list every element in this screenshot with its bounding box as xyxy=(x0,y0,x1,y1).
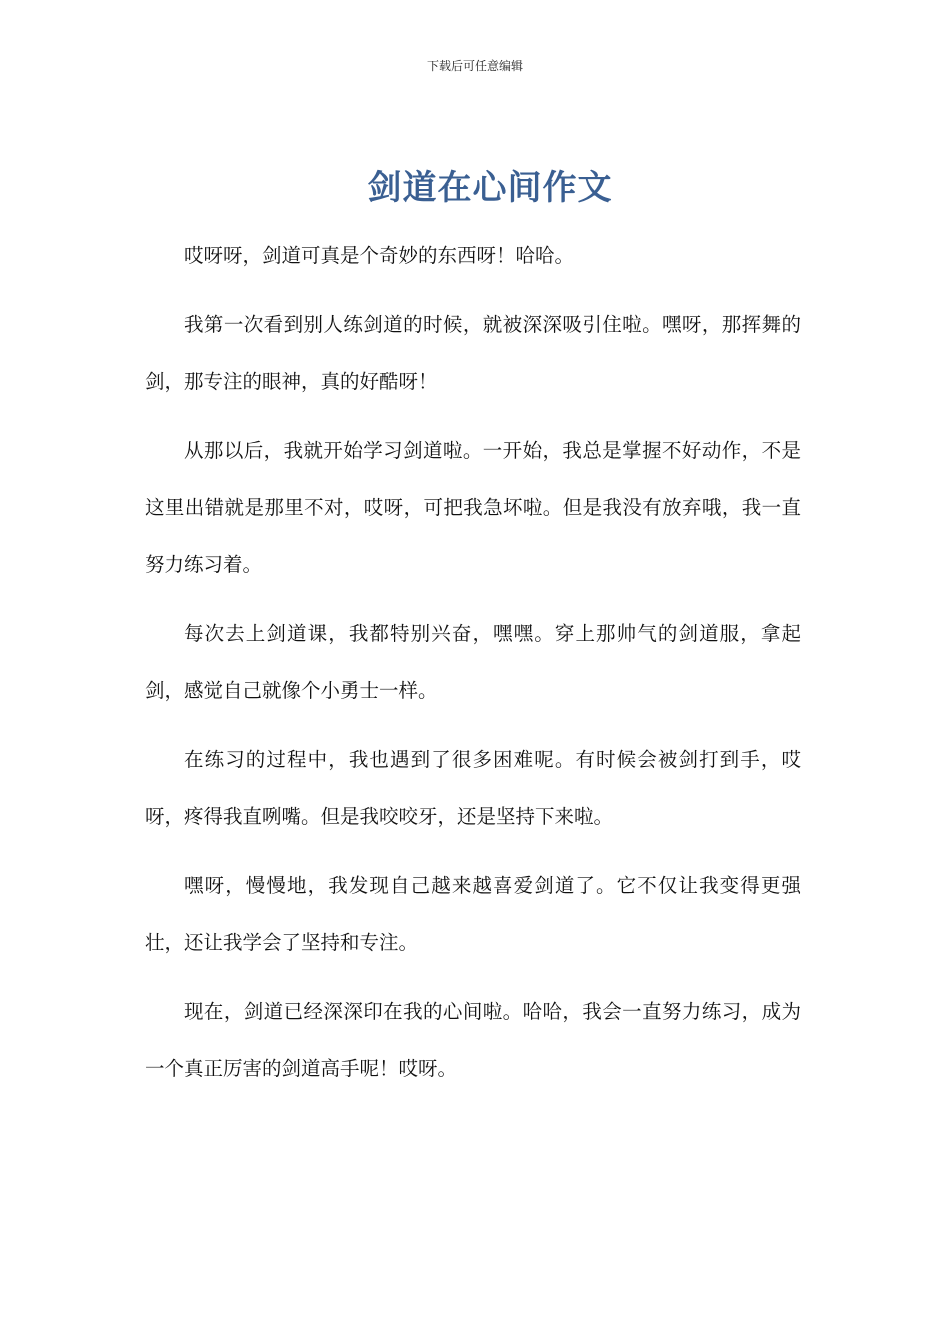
paragraph: 每次去上剑道课，我都特别兴奋，嘿嘿。穿上那帅气的剑道服，拿起剑，感觉自己就像个小勇士一样。 xyxy=(145,622,801,702)
document-body xyxy=(145,227,801,1109)
document-title: 剑道在心间作文 xyxy=(367,168,613,208)
paragraph: 哎呀呀，剑道可真是个奇妙的东西呀！哈哈。 xyxy=(184,244,575,267)
paragraph: 嘿呀，慢慢地，我发现自己越来越喜爱剑道了。它不仅让我变得更强壮，还让我学会了坚持和专注。 xyxy=(145,874,801,954)
header-note: 下载后可任意编辑 xyxy=(426,59,523,73)
paragraph: 我第一次看到别人练剑道的时候，就被深深吸引住啦。嘿呀，那挥舞的剑，那专注的眼神，真的好酷呀！ xyxy=(145,313,801,393)
paragraph: 现在，剑道已经深深印在我的心间啦。哈哈，我会一直努力练习，成为一个真正厉害的剑道高手呢！哎呀。 xyxy=(145,1000,801,1080)
paragraph: 从那以后，我就开始学习剑道啦。一开始，我总是掌握不好动作，不是这里出错就是那里不对，哎呀，可把我急坏啦。但是我没有放弃哦，我一直努力练习着。 xyxy=(145,439,801,576)
paragraph: 在练习的过程中，我也遇到了很多困难呢。有时候会被剑打到手，哎呀，疼得我直咧嘴。但是我咬咬牙，还是坚持下来啦。 xyxy=(145,748,801,828)
